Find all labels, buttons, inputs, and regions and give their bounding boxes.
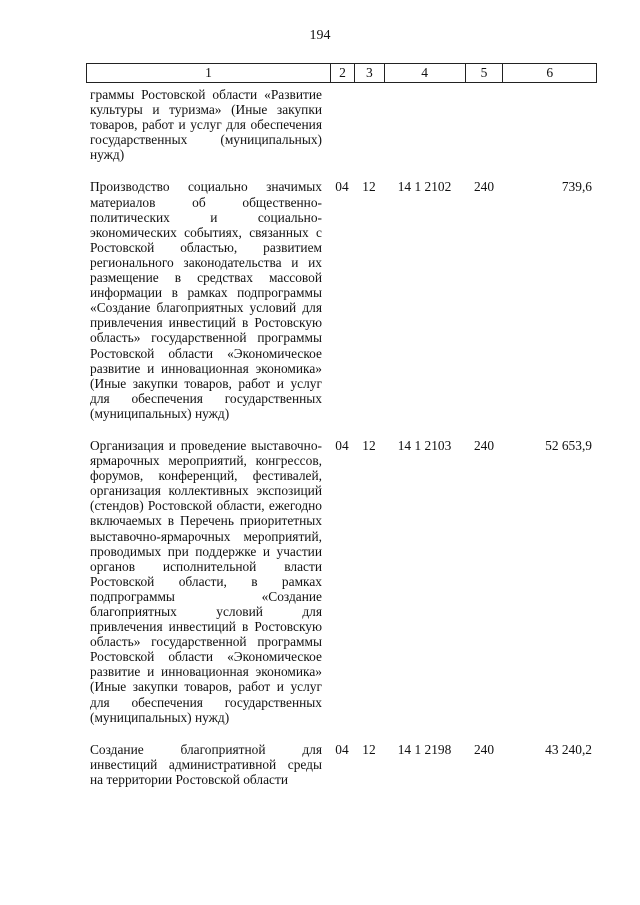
- row-description: Организация и проведение выставочно-ярмарочных мероприятий, конгрессов, форумов, конференций, фестивалей, организация коллективных экспозиций (стендов) Ростовской области, ежегодно включаемых в Перечень приоритетных выставочно-ярмарочных мероприятий, проводимых при поддержке и участии органов исполнительной власти Ростовской области, в рамках подпрограммы «Создание благоприятных условий для привлечения инвестиций в Ростовскую область» государственной программы Ростовской области «Экономическое развитие и инновационная экономика» (Иные закупки товаров, работ и услуг для обеспечения государственных (муниципальных) нужд): [90, 437, 322, 725]
- row-amount: 52 653,9: [545, 437, 592, 453]
- header-col-4: 4: [384, 64, 465, 82]
- table-row: [86, 87, 597, 162]
- header-col-2: 2: [330, 64, 354, 82]
- header-col-3: 3: [354, 64, 384, 82]
- row-subsection: 12: [362, 437, 376, 453]
- row-target-code: 14 1 2103: [397, 437, 452, 453]
- header-col-1: 1: [205, 65, 212, 80]
- row-section: 04: [335, 437, 349, 453]
- row-description: Производство социально значимых материалов об общественно-политических и социально-экономических событиях, связанных с Ростовской областью, развитием регионального законодательства и их размещение в средствах массовой информации в рамках подпрограммы «Создание благоприятных условий для привлечения инвестиций в Ростовскую область» государственной программы Ростовской области «Экономическое развитие и инновационная экономика» (Иные закупки товаров, работ и услуг для обеспечения государственных (муниципальных) нужд): [90, 179, 322, 421]
- row-amount: 43 240,2: [545, 741, 592, 757]
- row-expense-type: 240: [473, 741, 495, 757]
- row-description: Создание благоприятной для инвестиций административной среды на территории Ростовской области: [90, 741, 322, 787]
- table-row: [86, 742, 597, 787]
- row-amount: 739,6: [561, 179, 592, 195]
- row-section: 04: [335, 179, 349, 195]
- row-expense-type: 240: [473, 437, 495, 453]
- row-expense-type: [465, 87, 503, 162]
- page-number: 194: [309, 28, 331, 43]
- row-target-code: 14 1 2198: [397, 741, 452, 757]
- budget-table: [86, 63, 597, 804]
- row-target-code: [384, 87, 465, 162]
- row-subsection: 12: [362, 179, 376, 195]
- header-col-6: 6: [502, 64, 596, 82]
- row-expense-type: 240: [473, 179, 495, 195]
- row-target-code: 14 1 2102: [397, 179, 452, 195]
- header-col-5: 5: [465, 64, 503, 82]
- table-row: [86, 179, 597, 421]
- table-row: [86, 438, 597, 725]
- row-amount: [503, 87, 597, 162]
- row-section: [330, 87, 354, 162]
- row-subsection: [354, 87, 384, 162]
- row-subsection: 12: [362, 741, 376, 757]
- row-section: 04: [335, 741, 349, 757]
- table-header-row: [86, 63, 597, 83]
- row-description: граммы Ростовской области «Развитие культуры и туризма» (Иные закупки товаров, работ и услуг для обеспечения государственных (муниципальных) нужд): [90, 87, 322, 163]
